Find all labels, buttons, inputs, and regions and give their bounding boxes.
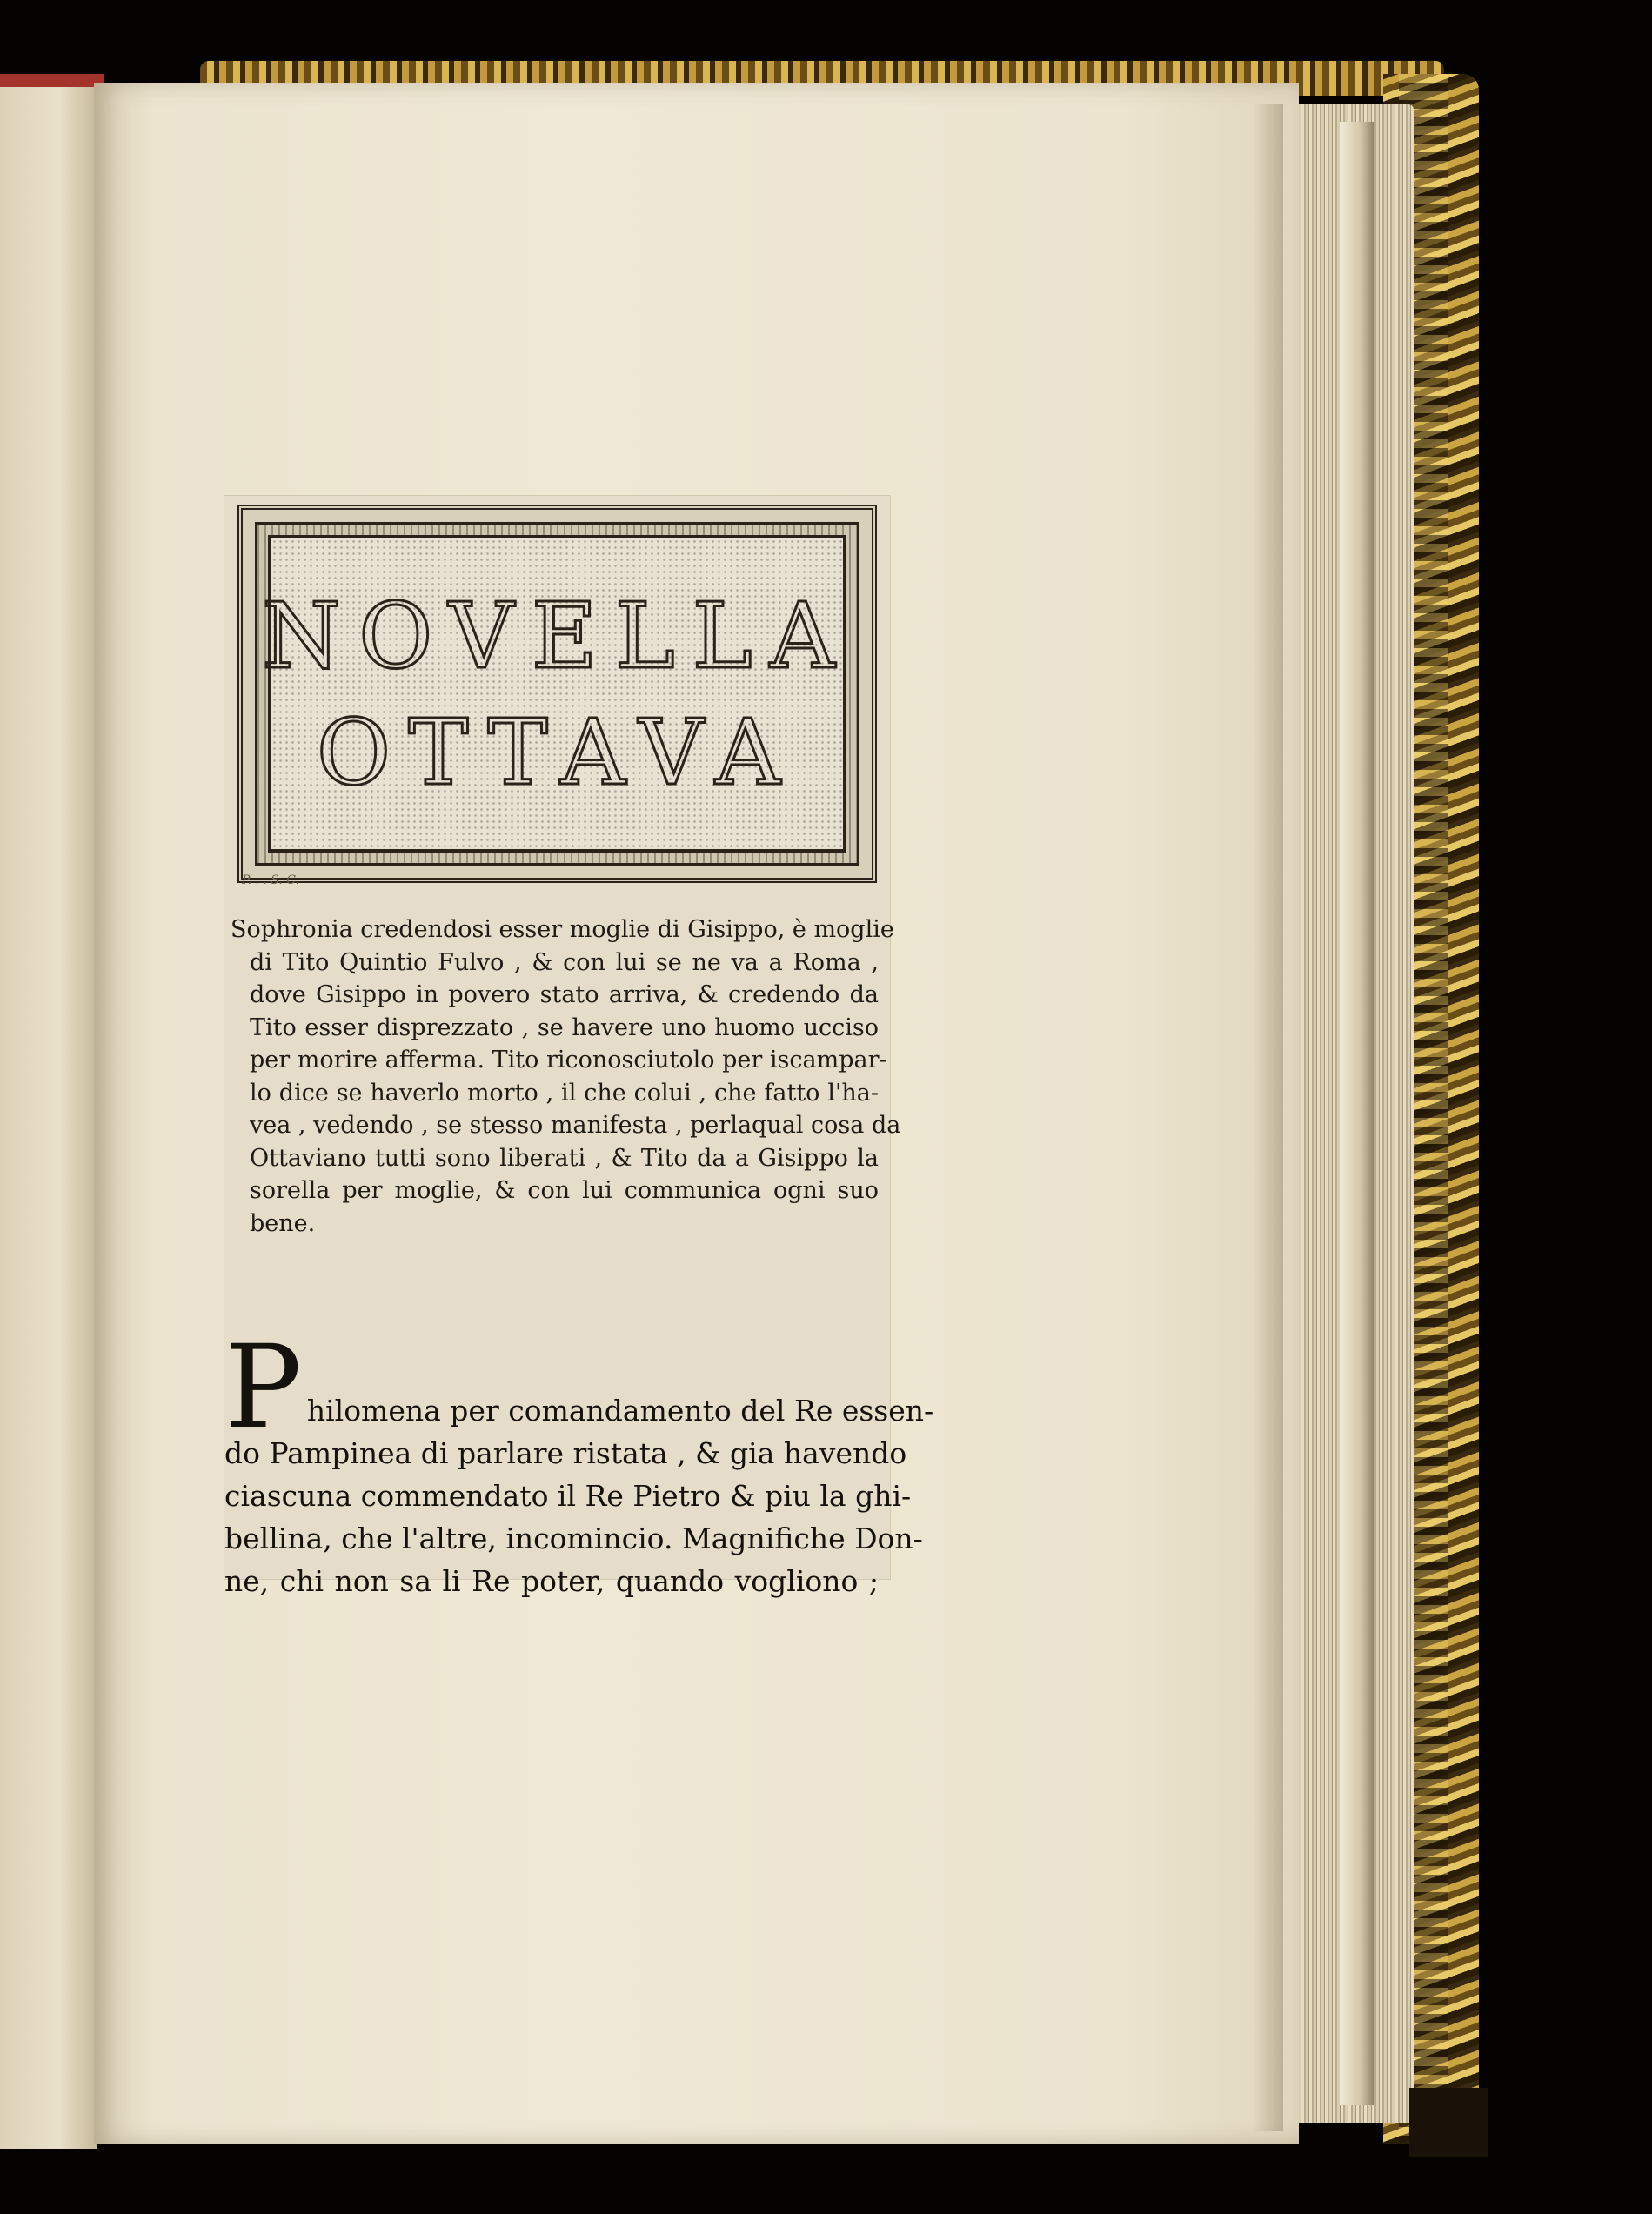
argument-line: sorella per moglie, & con lui communica ogni suo	[250, 1177, 879, 1204]
argument-line: Sophronia credendosi esser moglie di Gisippo, è moglie	[231, 916, 894, 943]
argument-line: dove Gisippo in povero stato arriva, & credendo da	[250, 981, 879, 1008]
plate-title-line-1: NOVELLA	[262, 582, 853, 689]
argument-line: per morire afferma. Tito riconosciutolo per iscampar-	[250, 1047, 887, 1074]
plate-title-line-2: OTTAVA	[316, 699, 799, 806]
argument-line: Ottaviano tutti sono liberati , & Tito da a Gisippo la	[250, 1144, 879, 1172]
page-edges-highlight	[1340, 122, 1374, 2105]
argument-line: di Tito Quintio Fulvo , & con lui se ne va a Roma ,	[250, 948, 879, 976]
binding-corner-shadow	[1409, 2088, 1488, 2157]
body-line: hilomena per comandamento del Re essen-	[306, 1394, 934, 1428]
body-line: ciascuna commendato il Re Pietro & piu la ghi-	[224, 1479, 912, 1513]
body-line: ne, chi non sa li Re poter, quando vogliono ;	[224, 1564, 879, 1598]
story-argument	[231, 913, 901, 1240]
left-page	[0, 87, 97, 2149]
title-plate-frame	[255, 522, 859, 866]
page-shade	[1253, 104, 1283, 2131]
body-line: do Pampinea di parlare ristata , & gia havendo	[224, 1436, 907, 1470]
plate-engraver-signature: P. . . S. C.	[242, 873, 299, 887]
title-plate	[237, 505, 877, 883]
argument-line: lo dice se haverlo morto , il che colui , che fatto l'ha-	[250, 1079, 879, 1107]
drop-cap: P	[224, 1321, 302, 1455]
body-line: bellina, che l'altre, incomincio. Magnifiche Don-	[224, 1522, 923, 1555]
title-plate-panel	[262, 535, 853, 853]
story-opening-text	[224, 1321, 934, 1602]
argument-line: bene.	[250, 1209, 316, 1237]
argument-line: Tito esser disprezzato , se havere uno huomo ucciso	[250, 1013, 879, 1041]
argument-line: vea , vedendo , se stesso manifesta , perlaqual cosa da	[250, 1112, 901, 1139]
